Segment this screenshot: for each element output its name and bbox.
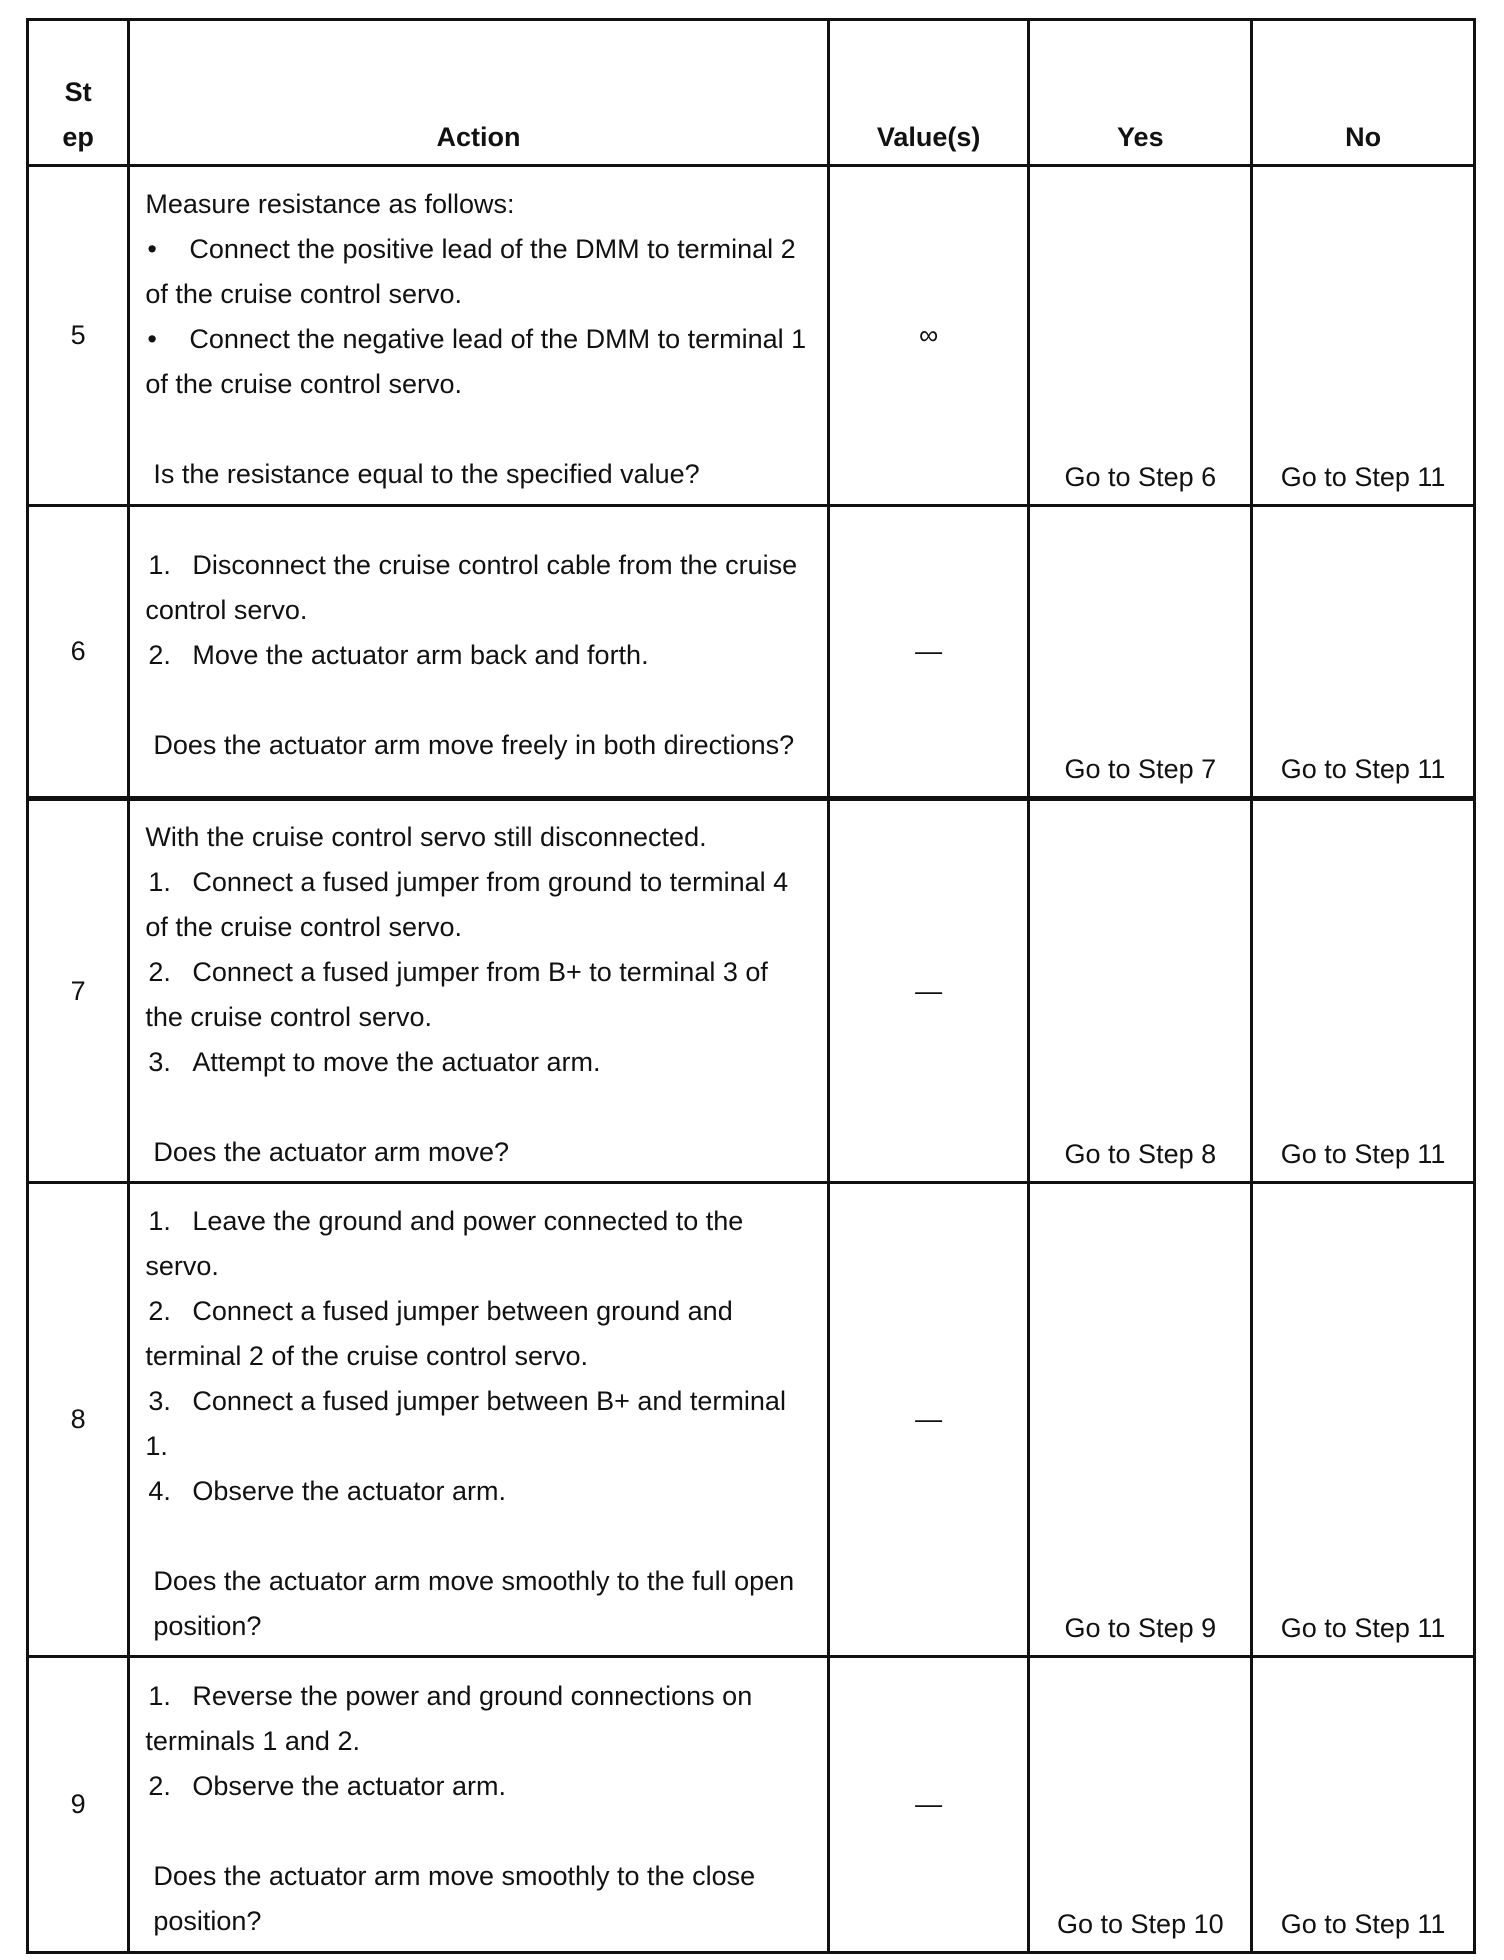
action-intro: With the cruise control servo still disconnected. — [145, 822, 707, 852]
header-no: No — [1252, 20, 1475, 166]
action-item: 1. Connect a fused jumper from ground to terminal 4 of the cruise control servo. — [145, 860, 812, 950]
action-cell — [129, 1183, 828, 1657]
action-item: 2. Move the actuator arm back and forth. — [145, 633, 812, 678]
step-number: 5 — [28, 166, 129, 506]
value-cell: — — [828, 1657, 1029, 1953]
diagnostic-table — [26, 18, 1476, 1954]
step-number: 9 — [28, 1657, 129, 1953]
action-item: 1. Disconnect the cruise control cable from the cruise control servo. — [145, 543, 812, 633]
item-number: 2. — [148, 1770, 171, 1801]
table-row-step-8 — [28, 1183, 1475, 1657]
item-number: 4. — [148, 1475, 171, 1506]
action-cell — [129, 1657, 828, 1953]
header-row — [28, 20, 1475, 166]
table-row-step-6 — [28, 506, 1475, 799]
item-number: 1. — [148, 1205, 171, 1236]
step-number: 7 — [28, 799, 129, 1183]
step-number: 8 — [28, 1183, 129, 1657]
table-row-step-9 — [28, 1657, 1475, 1953]
action-intro: Measure resistance as follows: — [145, 189, 515, 219]
header-yes: Yes — [1029, 20, 1252, 166]
no-cell: Go to Step 11 — [1252, 799, 1475, 1183]
value-cell: — — [828, 799, 1029, 1183]
header-action: Action — [129, 20, 828, 166]
no-cell: Go to Step 11 — [1252, 166, 1475, 506]
item-number: 2. — [148, 1295, 171, 1326]
action-question: Does the actuator arm move smoothly to the full open position? — [153, 1565, 795, 1641]
header-value: Value(s) — [828, 20, 1029, 166]
yes-cell: Go to Step 8 — [1029, 799, 1252, 1183]
action-cell — [129, 506, 828, 799]
yes-cell: Go to Step 10 — [1029, 1657, 1252, 1953]
action-item: 1. Leave the ground and power connected to the servo. — [145, 1199, 812, 1289]
bullet-icon: • — [147, 324, 157, 354]
item-number: 1. — [148, 550, 171, 580]
no-cell: Go to Step 11 — [1252, 1657, 1475, 1953]
action-question: Is the resistance equal to the specified value? — [153, 459, 700, 489]
action-item: 2. Connect a fused jumper between ground and terminal 2 of the cruise control servo. — [145, 1289, 812, 1379]
value-cell: — — [828, 506, 1029, 799]
yes-cell: Go to Step 9 — [1029, 1183, 1252, 1657]
action-item: 1. Reverse the power and ground connections on terminals 1 and 2. — [145, 1674, 812, 1764]
action-item: 2. Connect a fused jumper from B+ to terminal 3 of the cruise control servo. — [145, 950, 812, 1040]
action-question: Does the actuator arm move smoothly to the close position? — [153, 1860, 756, 1936]
action-item: 2. Observe the actuator arm. — [145, 1764, 812, 1809]
action-question: Does the actuator arm move freely in both directions? — [153, 730, 795, 760]
action-item: 4. Observe the actuator arm. — [145, 1469, 812, 1514]
item-number: 2. — [148, 640, 171, 670]
value-cell: ∞ — [828, 166, 1029, 506]
table-row-step-5 — [28, 166, 1475, 506]
yes-cell: Go to Step 7 — [1029, 506, 1252, 799]
item-number: 2. — [148, 957, 171, 987]
table-row-step-7 — [28, 799, 1475, 1183]
item-number: 3. — [148, 1047, 171, 1077]
action-question: Does the actuator arm move? — [153, 1137, 510, 1167]
item-number: 3. — [148, 1385, 171, 1416]
yes-cell: Go to Step 6 — [1029, 166, 1252, 506]
no-cell: Go to Step 11 — [1252, 1183, 1475, 1657]
action-cell — [129, 166, 828, 506]
action-item: • Connect the positive lead of the DMM to terminal 2 of the cruise control servo. — [145, 227, 812, 317]
header-step — [28, 20, 129, 166]
header-step-line-2: ep — [62, 122, 94, 152]
step-number: 6 — [28, 506, 129, 799]
bullet-icon: • — [147, 234, 157, 264]
action-item: 3. Attempt to move the actuator arm. — [145, 1040, 812, 1085]
action-cell — [129, 799, 828, 1183]
no-cell: Go to Step 11 — [1252, 506, 1475, 799]
action-item: • Connect the negative lead of the DMM to terminal 1 of the cruise control servo. — [145, 317, 812, 407]
item-number: 1. — [148, 867, 171, 897]
action-item: 3. Connect a fused jumper between B+ and terminal 1. — [145, 1379, 812, 1469]
header-step-line-1: St — [64, 77, 92, 107]
value-cell: — — [828, 1183, 1029, 1657]
item-number: 1. — [148, 1680, 171, 1711]
